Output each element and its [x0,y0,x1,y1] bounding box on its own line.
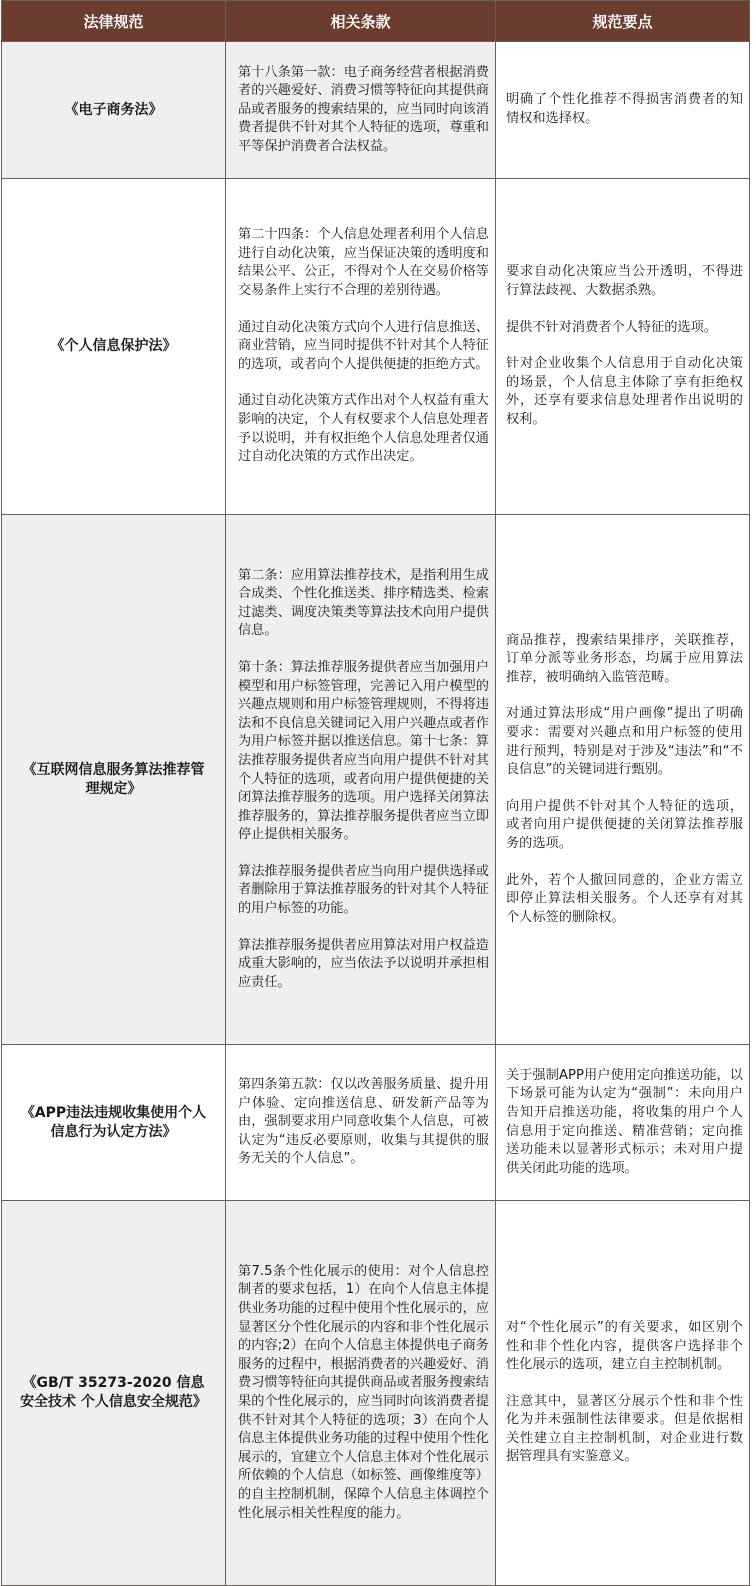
point-text: 针对企业收集个人信息用于自动化决策的场景，个人信息主体除了享有拒绝权外，还享有要求信息处理者作出说明的权利。 [506,356,743,427]
point-text: 关于强制APP用户使用定向推送功能，以下场景可能为认定为“强制”：未向用户告知开启推送功能，将收集的用户个人信息用于定向推送、精准营销；定向推送功能未以显著形式标示；未对用户提供关闭此功能的选项。 [506,1067,743,1176]
points-cell [496,515,750,1045]
clause-text: 第二条：应用算法推荐技术，是指利用生成合成类、个性化推送类、排序精选类、检索过滤类、调度决策类等算法技术向用户提供信息。 [238,567,489,639]
clause-text: 第十八条第一款：电子商务经营者根据消费者的兴趣爱好、消费习惯等特征向其提供商品或者服务的搜索结果的，应当同时向该消费者提供不针对其个人特征的选项，尊重和平等保护消费者合法权益。 [238,64,489,154]
clause-cell [226,1045,496,1201]
point-text: 对“个性化展示”的有关要求，如区别个性和非个性化内容，提供客户选择非个性化展示的选项，建立自主控制机制。 [506,1319,743,1373]
law-name: 《APP违法违规收集使用个人信息行为认定方法》 [2,1045,226,1201]
clause-cell [226,515,496,1045]
point-text: 商品推荐，搜索结果排序，关联推荐，订单分派等业务形态，均属于应用算法推荐，被明确纳入监管范畴。 [506,632,743,685]
point-text: 提供不针对消费者个人特征的选项。 [506,319,717,335]
clause-text: 算法推荐服务提供者应当向用户提供选择或者删除用于算法推荐服务的针对其个人特征的用户标签的功能。 [238,863,489,917]
header-clauses: 相关条款 [226,1,496,42]
clause-text: 第十条：算法推荐服务提供者应当加强用户模型和用户标签管理，完善记入用户模型的兴趣点规则和用户标签管理规则，不得将违法和不良信息关键词记入用户兴趣点或者作为用户标签并据以推送信息。第十七条：算法推荐服务提供者应当向用户提供不针对其个人特征的选项，或者向用户提供便捷的关闭算法推荐服务的选项。用户选择关闭算法推荐服务的，算法推荐服务提供者应当立即停止提供相关服务。 [238,659,489,843]
clause-text: 第7.5条个性化展示的使用：对个人信息控制者的要求包括，1）在向个人信息主体提供业务功能的过程中使用个性化展示的，应显著区分个性化展示的内容和非个性化展示的内容;2）在向个人信息主体提供电子商务服务的过程中，根据消费者的兴趣爱好、消费习惯等特征向其提供商品或者服务搜索结果的个性化展示的，应当同时向该消费者提供不针对其个人特征的选项；3）在向个人信息主体提供业务功能的过程中使用个性化展示的，宜建立个人信息主体对个性化展示所依赖的个人信息（如标签、画像维度等）的自主控制机制，保障个人信息主体调控个性化展示相关性程度的能力。 [238,1263,489,1521]
clause-text: 通过自动化决策方式作出对个人权益有重大影响的决定，个人有权要求个人信息处理者予以说明，并有权拒绝个人信息处理者仅通过自动化决策的方式作出决定。 [238,393,489,465]
points-cell [496,1045,750,1201]
law-name: 《个人信息保护法》 [2,179,226,515]
points-cell [496,179,750,515]
point-text: 注意其中，显著区分展示个性和非个性化为并未强制性法律要求。但是依据相关性建立自主控制机制，对企业进行数据管理具有实鉴意义。 [506,1393,743,1465]
point-text: 向用户提供不针对其个人特征的选项，或者向用户提供便捷的关闭算法推荐服务的选项。 [506,798,743,851]
points-cell [496,1201,750,1586]
points-cell [496,42,750,179]
table-header-row [2,1,750,42]
law-comparison-table [1,0,750,1586]
table-row [2,1045,750,1201]
point-text: 对通过算法形成“用户画像”提出了明确要求：需要对兴趣点和用户标签的使用进行预判，特别是对于涉及“违法”和“不良信息”的关键词进行甄别。 [506,706,743,778]
clause-text: 第四条第五款：仅以改善服务质量、提升用户体验、定向推送信息、研发新产品等为由，强制要求用户同意收集个人信息，可被认定为“违反必要原则，收集与其提供的服务无关的个人信息”。 [238,1077,489,1167]
clause-cell [226,1201,496,1586]
clause-cell [226,179,496,515]
table-row [2,515,750,1045]
clause-text: 通过自动化决策方式向个人进行信息推送、商业营销，应当同时提供不针对其个人特征的选项，或者向个人提供便捷的拒绝方式。 [238,319,489,372]
point-text: 此外，若个人撤回同意的，企业方需立即停止算法相关服务。个人还享有对其个人标签的删除权。 [506,872,743,925]
law-name: 《电子商务法》 [2,42,226,179]
clause-text: 第二十四条：个人信息处理者利用个人信息进行自动化决策，应当保证决策的透明度和结果公平、公正，不得对个人在交易价格等交易条件上实行不合理的差别待遇。 [238,227,489,299]
header-points: 规范要点 [496,1,750,42]
header-law: 法律规范 [2,1,226,42]
table-row [2,1201,750,1586]
table-row [2,42,750,179]
law-name: 《互联网信息服务算法推荐管理规定》 [2,515,226,1045]
point-text: 要求自动化决策应当公开透明，不得进行算法歧视、大数据杀熟。 [506,264,743,299]
law-name: 《GB/T 35273-2020 信息安全技术 个人信息安全规范》 [2,1201,226,1586]
point-text: 明确了个性化推荐不得损害消费者的知情权和选择权。 [506,92,743,126]
clause-cell [226,42,496,179]
clause-text: 算法推荐服务提供者应用算法对用户权益造成重大影响的，应当依法予以说明并承担相应责任。 [238,937,489,990]
table-row [2,179,750,515]
